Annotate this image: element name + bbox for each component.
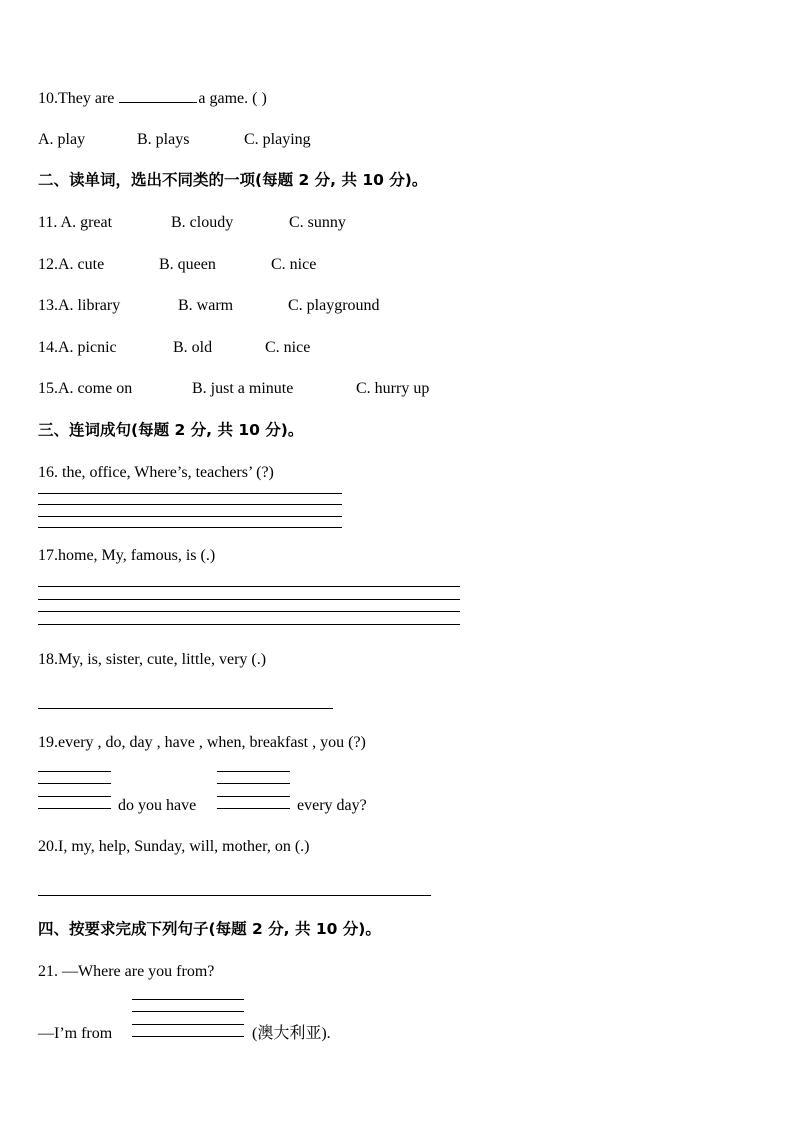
q21-answer-line[interactable]: [132, 1024, 244, 1025]
q11-option-c: C. sunny: [289, 214, 346, 231]
q13-option-b: B. warm: [178, 297, 234, 314]
section-2-title: 二、读单词，选出不同类的一项(每题 2 分, 共 10 分)。: [38, 171, 428, 189]
q16-answer-line[interactable]: [38, 493, 342, 494]
q10-option-b: B. plays: [137, 131, 190, 148]
q14-option-a: 14.A. picnic: [38, 339, 117, 356]
question-14: [38, 338, 310, 358]
question-10: [38, 88, 267, 109]
q13-option-a: 13.A. library: [38, 297, 121, 314]
q19-middle-text: do you have: [118, 797, 197, 814]
q17-answer-line[interactable]: [38, 599, 460, 600]
q10-stem-start: 10.They are: [38, 90, 119, 107]
q17-answer-line[interactable]: [38, 611, 460, 612]
q19-blank-1-line[interactable]: [38, 771, 111, 772]
q10-option-c: C. playing: [244, 131, 311, 148]
q11-option-a: 11. A. great: [38, 214, 113, 231]
q14-option-c: C. nice: [265, 339, 311, 356]
q19-end-text: every day?: [297, 797, 367, 814]
question-16: 16. the, office, Where’s, teachers’ (?): [38, 464, 274, 481]
q19-blank-2-line[interactable]: [217, 783, 290, 784]
q19-blank-2-line[interactable]: [217, 796, 290, 797]
q19-blank-2-line[interactable]: [217, 771, 290, 772]
q17-answer-line[interactable]: [38, 624, 460, 625]
q21-answer-prefix: —I’m from: [38, 1025, 113, 1042]
question-15: [38, 379, 429, 399]
q14-option-b: B. old: [173, 339, 213, 356]
q15-option-b: B. just a minute: [192, 380, 294, 397]
q16-answer-line[interactable]: [38, 516, 342, 517]
question-13: [38, 296, 380, 316]
question-20: 20.I, my, help, Sunday, will, mother, on (.): [38, 838, 310, 855]
question-18: 18.My, is, sister, cute, little, very (.): [38, 651, 267, 668]
q17-answer-line[interactable]: [38, 586, 460, 587]
question-21: 21. —Where are you from?: [38, 963, 215, 980]
q11-option-b: B. cloudy: [171, 214, 234, 231]
q21-answer-line[interactable]: [132, 999, 244, 1000]
q20-answer-line[interactable]: [38, 895, 431, 896]
q15-option-c: C. hurry up: [356, 380, 430, 397]
q21-answer-hint: (澳大利亚).: [252, 1025, 331, 1042]
question-11: [38, 213, 346, 233]
q10-stem-end: a game. ( ): [198, 90, 267, 107]
q10-option-a: A. play: [38, 131, 86, 148]
q10-blank[interactable]: [119, 88, 197, 103]
section-4-title: 四、按要求完成下列句子(每题 2 分, 共 10 分)。: [38, 920, 381, 938]
q19-blank-1-line[interactable]: [38, 783, 111, 784]
section-3-title: 三、连词成句(每题 2 分, 共 10 分)。: [38, 421, 304, 439]
q12-option-b: B. queen: [159, 256, 216, 273]
q19-blank-2-line[interactable]: [217, 808, 290, 809]
q15-option-a: 15.A. come on: [38, 380, 133, 397]
q21-answer-line[interactable]: [132, 1011, 244, 1012]
q19-blank-1-line[interactable]: [38, 796, 111, 797]
q21-answer-line[interactable]: [132, 1036, 244, 1037]
q16-answer-line[interactable]: [38, 527, 342, 528]
q13-option-c: C. playground: [288, 297, 380, 314]
q12-option-c: C. nice: [271, 256, 317, 273]
q16-answer-line[interactable]: [38, 504, 342, 505]
q12-option-a: 12.A. cute: [38, 256, 105, 273]
q19-blank-1-line[interactable]: [38, 808, 111, 809]
question-17: 17.home, My, famous, is (.): [38, 547, 216, 564]
question-12: [38, 255, 316, 275]
q18-answer-line[interactable]: [38, 708, 333, 709]
question-19: 19.every , do, day , have , when, breakfast , you (?): [38, 734, 366, 751]
q10-options: [38, 130, 311, 150]
